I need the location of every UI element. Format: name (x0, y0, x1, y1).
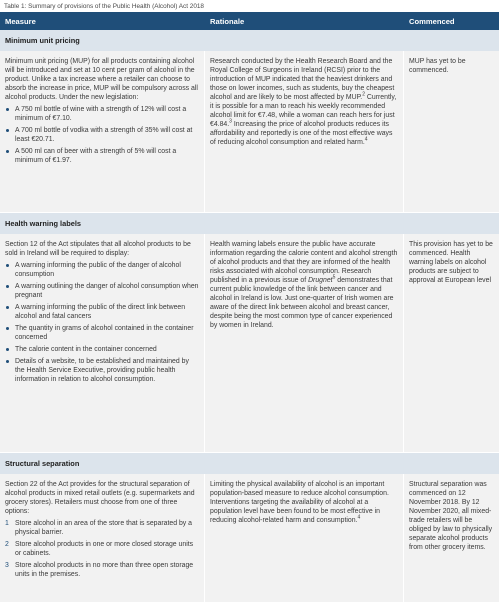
list-item: A warning informing the public of the direct link between alcohol and fatal cancers (5, 303, 199, 321)
hwl-rationale-text: Health warning labels ensure the public have accurate information regarding the calorie content and alcohol strength of alcohol products and that they are informed of the health risks associated with alcohol consumption. Research published in a previous issue of Drugnet$^5$ demonstrates that current public knowledge of the link between cancer and alcohol in Ireland is low. Just one-quarter of Irish women are aware of the direct link between alcohol and breast cancer, despite being the most common type of cancer experienced by women in Ireland. (210, 241, 398, 329)
list-item: 2 Store alcohol products in one or more closed storage units or cabinets. (5, 541, 194, 557)
ss-options (5, 519, 199, 579)
mup-rationale-cell (205, 51, 404, 212)
ss-commenced-cell (404, 474, 499, 602)
hwl-commenced-text: This provision has yet to be commenced. Health warning labels on alcohol products are subject to approval at European level (409, 241, 493, 284)
mup-commenced-cell (404, 51, 499, 212)
list-item: The calorie content in the container concerned (5, 345, 199, 354)
ss-rationale-cell (205, 474, 404, 602)
list-item: A 500 ml can of beer with a strength of 5% will cost a minimum of €1.97. (5, 147, 199, 165)
list-item: 3 Store alcohol products in no more than three open storage units in the premises. (5, 562, 194, 578)
ss-rationale-text: Limiting the physical availability of alcohol is an important population-based measure to reduce alcohol consumption. Interventions targeting the availability of alcohol at a population level have been found to be most effective in reducing alcohol-related harm and consumption.$^4$ (210, 481, 389, 524)
mup-measure-text: Minimum unit pricing (MUP) for all products containing alcohol will be introduced and set at 10 cent per gram of alcohol in the product. Unlike a tax increase where a retailer can choose to absorb the increase in price, MUP will be compulsory across all alcohol products. Under the new legislation: (5, 58, 198, 101)
section-title-ss: Structural separation (0, 453, 499, 474)
hwl-measure-cell (0, 234, 205, 452)
header-measure: Measure (5, 16, 36, 26)
ss-measure-cell (0, 474, 205, 602)
list-item: Details of a website, to be established and maintained by the Health Service Executive, providing public health information in relation to alcohol consumption. (5, 357, 199, 384)
mup-rationale-text: Research conducted by the Health Research Board and the Royal College of Surgeons in Ireland (RCSI) prior to the introduction of MUP indicated that the heaviest drinkers and those on lower incomes, such as students, buy the cheapest alcohol and are likely to be most affected by MUP.$^2$ Currently, it is possible for a man to reach his weekly recommended alcohol limit for €7.48, while a woman can reach hers for just €4.84.$^3$ Increasing the price of alcohol products reduces its affordability and reportedly is one of the most effective ways of reducing alcohol consumption and related harm.$^4$ (210, 58, 397, 146)
hwl-bullets (5, 261, 199, 384)
list-item: The quantity in grams of alcohol contained in the container concerned (5, 324, 199, 342)
mup-commenced-text: MUP has yet to be commenced. (409, 58, 466, 74)
list-item: A warning informing the public of the danger of alcohol consumption (5, 261, 199, 279)
table-header (0, 12, 499, 30)
list-item: A 750 ml bottle of wine with a strength of 12% will cost a minimum of €7.10. (5, 105, 199, 123)
section-title-mup: Minimum unit pricing (0, 30, 499, 51)
header-rationale: Rationale (210, 16, 245, 26)
list-item: A warning outlining the danger of alcohol consumption when pregnant (5, 282, 199, 300)
table-row (0, 51, 499, 213)
ss-commenced-text: Structural separation was commenced on 12 November 2018. By 12 November 2020, all mixed-trade retailers will be obliged by law to physically separate alcohol products from other grocery items. (409, 481, 493, 551)
ss-measure-text: Section 22 of the Act provides for the structural separation of alcohol products in mixed retail outlets (e.g. supermarkets and grocery stores). Retailers must choose from one of three options: (5, 481, 195, 515)
table-row (0, 234, 499, 453)
mup-bullets (5, 105, 199, 165)
hwl-measure-text: Section 12 of the Act stipulates that all alcohol products to be sold in Ireland will be required to display: (5, 241, 191, 257)
hwl-rationale-cell (205, 234, 404, 452)
table-row (0, 474, 499, 602)
table-caption: Table 1: Summary of provisions of the Public Health (Alcohol) Act 2018 (4, 3, 204, 10)
section-title-hwl: Health warning labels (0, 213, 499, 234)
list-item: A 700 ml bottle of vodka with a strength of 35% will cost at least €20.71. (5, 126, 199, 144)
hwl-commenced-cell (404, 234, 499, 452)
list-item: 1 Store alcohol in an area of the store that is separated by a physical barrier. (5, 520, 192, 536)
header-commenced: Commenced (409, 16, 455, 26)
mup-measure-cell (0, 51, 205, 212)
provisions-table (0, 12, 499, 602)
